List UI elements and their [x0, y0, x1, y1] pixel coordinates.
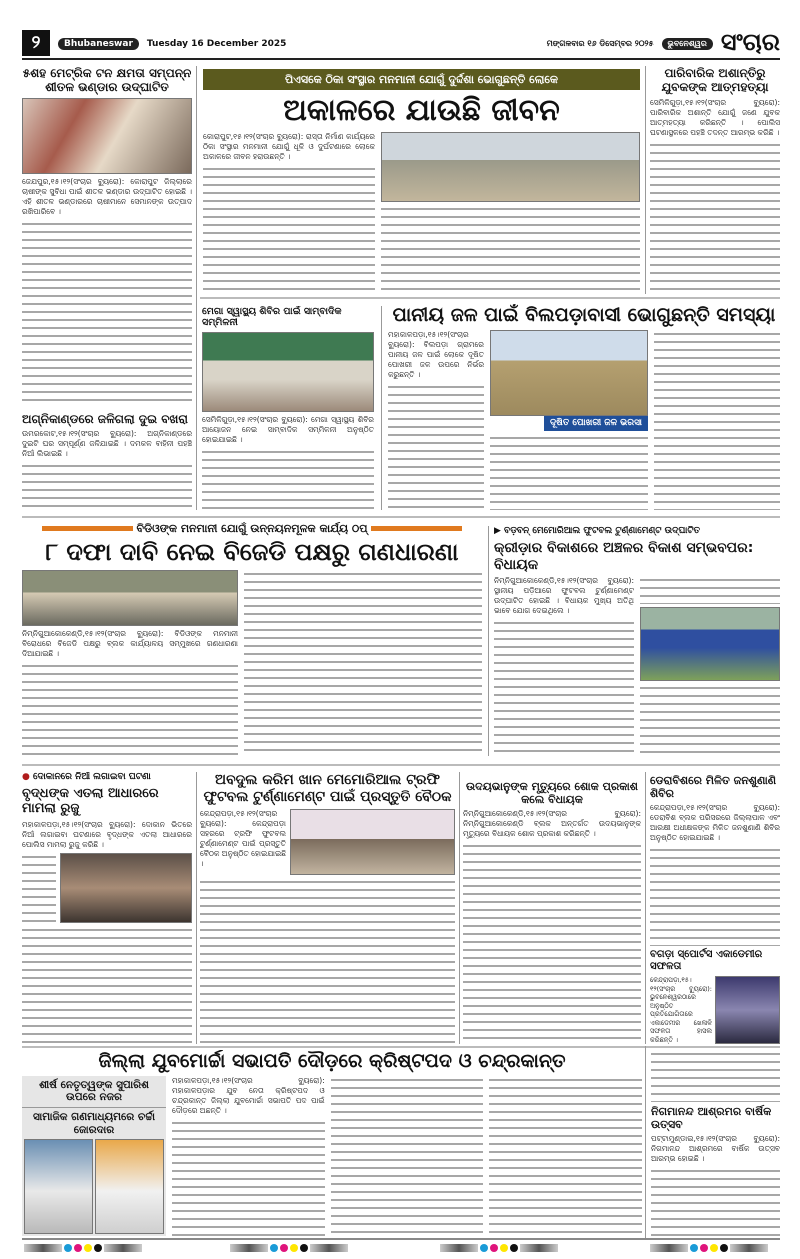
ashram-body: ପଟ୍ଟାମୁଣ୍ଡାଇ,୧୫।୧୨(ସଂଚାର ବ୍ୟୁରୋ): ନିଗମାନନ୍ଦ ଆଶ୍ରମରେ ବାର୍ଷିକ ଉତ୍ସବ ଆରମ୍ଭ ହୋଇଛି । — [651, 1134, 780, 1164]
body-text — [172, 1119, 325, 1236]
shop-fire-story — [22, 772, 192, 1044]
lead-headline: ଅକାଳରେ ଯାଉଛି ଜୀବନ — [283, 93, 560, 128]
sports-kicker: ▶ ବଡ଼ବନ୍ ମେମୋରିଆଲ ଫୁଟବଲ ଟୁର୍ଣ୍ଣାମେଣ୍ଟ ଉଦ୍‌ଘାଟିତ — [494, 526, 701, 536]
lead-body: କୋରାପୁଟ,୧୫।୧୨(ସଂଚାର ବ୍ୟୁରୋ): ରାସ୍ତା ନିର୍ମାଣ କାର୍ଯ୍ୟରେ ଠିକା ସଂସ୍ଥାର ମନମାନୀ ଯୋଗୁଁ ଧୂଳି ଓ ଦୁର୍ଘଟଣାରେ ଲୋକେ ଅକାଳରେ ଜୀବନ ହରାଉଛନ୍ତି । — [203, 132, 375, 161]
bjd-story — [22, 522, 482, 756]
fire-headline: ଅଗ୍ନିକାଣ୍ଡରେ ଜଳିଗଲା ଦୁଇ ବଖରା — [22, 411, 188, 426]
sports-photo — [640, 607, 780, 681]
body-text — [650, 846, 780, 946]
cold-storage-photo — [22, 98, 192, 174]
suicide-headline: ପାରିବାରିକ ଅଶାନ୍ତିରୁ ଯୁବକଙ୍କ ଆତ୍ମହତ୍ୟା — [661, 66, 769, 95]
lead-photo — [381, 132, 640, 202]
yuva-sidebox — [22, 1076, 166, 1236]
trophy-body: କେନ୍ଦ୍ରାପଡ଼ା,୧୫।୧୨(ସଂଚାର ବ୍ୟୁରୋ): କେନ୍ଦ୍ରାପଡ଼ା ସହରରେ ଟ୍ରଫି ଫୁଟବଲ ଟୁର୍ଣ୍ଣାମେଣ୍ଟ ପାଇଁ ପ୍ରସ୍ତୁତି ବୈଠକ ଅନୁଷ୍ଠିତ ହୋଇଯାଇଛି । — [200, 808, 286, 868]
bjd-kicker-bar-left — [42, 526, 133, 531]
hearing-story — [650, 774, 780, 1044]
water-headline: ପାନୀୟ ଜଳ ପାଇଁ ବିଲପଡ଼ାବାସୀ ଭୋଗୁଛନ୍ତି ସମସ୍ୟା — [392, 304, 776, 326]
bullet-icon: ● — [22, 772, 33, 782]
sports-body: ନିମ୍ନିଗୁଆକୋକେଣ୍ଡି,୧୫।୧୨(ସଂଚାର ବ୍ୟୁରୋ): ସ୍ଥାନୀୟ ପଡ଼ିଆରେ ଫୁଟବଲ ଟୁର୍ଣ୍ଣାମେଣ୍ଟ ଉଦ୍‌ଘାଟିତ ହୋଇଛି । ବିଧାୟକ ମୁଖ୍ୟ ଅତିଥି ଭାବେ ଯୋଗ ଦେଇଥିଲେ । — [494, 576, 634, 616]
sports-story — [494, 526, 780, 756]
bjd-body: ନିମ୍ନିଗୁଆକୋକେଣ୍ଡି,୧୫।୧୨(ସଂଚାର ବ୍ୟୁରୋ): ବିଡିଓଙ୍କ ମନମାନୀ ବିରୋଧରେ ବିଜେଡି ପକ୍ଷରୁ ବ୍ଲକ କାର୍ଯ୍ୟାଳୟ ସମ୍ମୁଖରେ ଗଣଧାରଣା ଦିଆଯାଇଛି । — [22, 628, 238, 658]
academy-body: କେନ୍ଦ୍ରାପଡ଼ା,୧୫।୧୨(ସଂଚାର ବ୍ୟୁରୋ): ଭୁବନେଶ୍ୱରଠାରେ ଅନୁଷ୍ଠିତ ପ୍ରତିଯୋଗିତାରେ ଏକାଡେମୀର ଖେଳାଳି ସଫଳତା ହାସଲ କରିଛନ୍ତି । — [650, 976, 712, 1044]
ashram-headline: ନିଗମାନନ୍ଦ ଆଶ୍ରମର ବାର୍ଷିକ ଉତ୍ସବ — [651, 1105, 772, 1132]
color-bar — [650, 1243, 768, 1252]
yuva-story — [22, 1050, 642, 1236]
city-badge: Bhubaneswar — [58, 38, 139, 50]
water-photo-caption: ଦୂଷିତ ପୋଖରୀ ଜଳ ଭରସା — [544, 416, 648, 431]
lead-story — [203, 69, 640, 292]
color-bar — [440, 1243, 558, 1252]
condolence-body: ନିମ୍ନିଗୁଆକୋକେଣ୍ଡି,୧୫।୧୨(ସଂଚାର ବ୍ୟୁରୋ): ନିମ୍ନିଗୁଆକୋକେଣ୍ଡି ବ୍ଲକ ଅନ୍ତର୍ଗତ ଉଦୟଭାନୁଙ୍କ ମୃତ୍ୟୁରେ ବିଧାୟକ ଶୋକ ପ୍ରକାଶ କରିଛନ୍ତି । — [463, 809, 641, 839]
body-text — [22, 462, 192, 510]
body-text — [640, 576, 780, 604]
shop-fire-kicker-text: ଦୋକାନରେ ନିଆଁ ଲଗାଇବା ଘଟଣା — [33, 772, 151, 782]
trophy-headline: ଅବଦୁଲ କରିମ ଖାନ ମେମୋରିଆଲ ଟ୍ରଫି ଫୁଟବଲ ଟୁର୍ଣ୍ଣାମେଣ୍ଟ ପାଇଁ ପ୍ରସ୍ତୁତି ବୈଠକ — [203, 772, 452, 805]
academy-photo — [715, 976, 780, 1044]
yuva-subhead-1: ଶୀର୍ଷ ନେତୃତ୍ୱଙ୍କ ସୁପାରିଶ ଉପରେ ନଜର — [22, 1076, 166, 1108]
body-text — [203, 165, 375, 292]
trophy-photo — [290, 809, 455, 875]
fire-body: ଉମରକୋଟ,୧୫।୧୨(ସଂଚାର ବ୍ୟୁରୋ): ଅଗ୍ନିକାଣ୍ଡରେ ଦୁଇଟି ଘର ସମ୍ପୂର୍ଣ୍ଣ ଜଳିଯାଇଛି । ଦମକଳ ବାହିନୀ ପହଞ୍ଚି ନିଆଁ ଲିଭାଇଛି । — [22, 429, 192, 458]
yuva-body: ମହାକାଳପଡ଼ା,୧୫।୧୨(ସଂଚାର ବ୍ୟୁରୋ): ମହାକାଳପଡ଼ାର ଯୁବ ନେତା କ୍ରିଷ୍ଟପଦ ଓ ଚନ୍ଦ୍ରକାନ୍ତ ଜିଲ୍ଲା ଯୁବମୋର୍ଚ୍ଚା ସଭାପତି ପଦ ପାଇଁ ଦୌଡ଼ରେ ଅଛନ୍ତି । — [172, 1075, 325, 1115]
body-text — [494, 619, 634, 756]
body-text — [640, 684, 780, 756]
shop-fire-headline: ବୃଦ୍ଧଙ୍କ ଏତଲା ଆଧାରରେ ମାମଲା ରୁଜୁ — [22, 785, 159, 817]
logo: ସଂଚାର — [720, 28, 780, 56]
bjd-kicker-bar-right — [371, 526, 462, 531]
body-text — [651, 1167, 780, 1236]
body-text — [22, 662, 238, 756]
body-text — [22, 220, 192, 405]
body-text — [381, 205, 640, 292]
cold-storage-headline: ୫ଶହ ମେଟ୍ରିକ ଟନ କ୍ଷମତା ସମ୍ପନ୍ନ ଶୀତଳ ଭଣ୍ଡାର ଉଦ୍‌ଘାଟିତ — [22, 66, 192, 95]
water-story — [388, 304, 780, 510]
water-photo — [490, 330, 648, 416]
body-text — [489, 1076, 642, 1236]
ashram-story — [651, 1050, 780, 1236]
hearing-body: କେନ୍ଦ୍ରାପଡ଼ା,୧୫।୧୨(ସଂଚାର ବ୍ୟୁରୋ): ଡେରାବିଶ ବ୍ଲକ ପରିସରରେ ଜିଲ୍ଲାପାଳ ଏବଂ ଆରକ୍ଷୀ ଅଧୀକ୍ଷକଙ୍କ ମିଳିତ ଜନଶୁଣାଣି ଶିବିର ଅନୁଷ୍ଠିତ ହୋଇଯାଇଛି । — [650, 803, 780, 843]
candidate-photo-1 — [24, 1139, 93, 1234]
body-text — [22, 926, 192, 1044]
shop-fire-body: ମହାକାଳପଡ଼ା,୧୫।୧୨(ସଂଚାର ବ୍ୟୁରୋ): ଦୋକାନ ଭିତରେ ନିଆଁ ଲଗାଇବା ଘଟଣାରେ ବୃଦ୍ଧଙ୍କ ଏତଲା ଆଧାରରେ ପୋଲିସ ମାମଲା ରୁଜୁ କରିଛି । — [22, 819, 192, 849]
masthead — [22, 30, 780, 60]
health-camp-story — [202, 306, 374, 510]
shop-fire-photo — [60, 853, 192, 923]
sports-headline: କ୍ରୀଡ଼ାର ବିକାଶରେ ଅଞ୍ଚଳର ବିକାଶ ସମ୍ଭବପର: ବିଧାୟକ — [494, 539, 754, 573]
color-bar — [24, 1243, 142, 1252]
lead-kicker: ପିଏସକେ ଠିକା ସଂସ୍ଥାର ମନମାନୀ ଯୋଗୁଁ ଦୁର୍ଦ୍ଦଶା ଭୋଗୁଛନ୍ତି ଲୋକେ — [203, 69, 640, 90]
health-camp-body: ସେମିଳିଗୁଡ଼ା,୧୫।୧୨(ସଂଚାର ବ୍ୟୁରୋ): ମେଗା ସ୍ୱାସ୍ଥ୍ୟ ଶିବିର ଆୟୋଜନ ନେଇ ସାମ୍ବାଦିକ ସମ୍ମିଳନୀ ଅନୁଷ୍ଠିତ ହୋଇଯାଇଛି । — [202, 414, 374, 444]
suicide-story — [650, 66, 780, 292]
page-number: ୨ — [22, 30, 50, 56]
body-text — [654, 330, 780, 510]
left-column-top — [22, 66, 192, 510]
body-text — [490, 434, 648, 510]
shop-fire-kicker — [22, 772, 192, 783]
color-bar — [230, 1243, 348, 1252]
body-text — [244, 570, 482, 756]
yuva-headline: ଜିଲ୍ଲା ଯୁବମୋର୍ଚ୍ଚା ସଭାପତି ଦୌଡ଼ରେ କ୍ରିଷ୍ଟପଦ ଓ ଚନ୍ଦ୍ରକାନ୍ତ — [98, 1050, 566, 1072]
water-body: ମହାକାଳପଡ଼ା,୧୫।୧୨(ସଂଚାର ବ୍ୟୁରୋ): ବିଲପଡ଼ା ଗ୍ରାମରେ ପାନୀୟ ଜଳ ପାଇଁ ଲୋକେ ଦୂଷିତ ପୋଖରୀ ଜଳ ଉପରେ ନିର୍ଭର କରୁଛନ୍ତି । — [388, 329, 484, 379]
date-en: Tuesday 16 December 2025 — [146, 39, 287, 49]
body-text — [650, 141, 780, 292]
bjd-kicker: ବିଡିଓଙ୍କ ମନମାନୀ ଯୋଗୁଁ ଉନ୍ନୟନମୂଳକ କାର୍ଯ୍ୟ ଠପ୍ — [136, 522, 368, 535]
body-text — [651, 1050, 780, 1102]
body-text — [463, 842, 641, 1044]
health-camp-headline: ମେଗା ସ୍ୱାସ୍ଥ୍ୟ ଶିବିର ପାଇଁ ସାମ୍ବାଦିକ ସମ୍ମିଳନୀ — [202, 306, 342, 329]
academy-headline: ବଗଡ଼ା ସ୍ପୋର୍ଟସ ଏକାଡେମୀର ସଫଳତା — [650, 949, 763, 972]
body-text — [200, 878, 455, 1044]
condolence-story — [463, 780, 641, 1044]
health-camp-photo — [202, 332, 374, 412]
body-text — [22, 853, 56, 923]
date-or: ମଙ୍ଗଳବାର ୧୬ ଡିସେମ୍ବର ୨୦୨୫ — [546, 39, 654, 48]
suicide-body: ସେମିଳିଗୁଡ଼ା,୧୫।୧୨(ସଂଚାର ବ୍ୟୁରୋ): ପାରିବାରିକ ଅଶାନ୍ତି ଯୋଗୁଁ ଜଣେ ଯୁବକ ଆତ୍ମହତ୍ୟା କରିଛନ୍ତି । ପୋଲିସ ଘଟଣାସ୍ଥଳରେ ପହଞ୍ଚି ତଦନ୍ତ ଆରମ୍ଭ କରିଛି । — [650, 97, 780, 137]
body-text — [388, 383, 484, 510]
candidate-photo-2 — [95, 1139, 164, 1234]
condolence-headline: ଉଦୟଭାନୁଙ୍କ ମୃତ୍ୟୁରେ ଶୋକ ପ୍ରକାଶ କଲେ ବିଧାୟକ — [466, 780, 638, 807]
city-badge-or: ଭୁବନେଶ୍ୱର — [662, 38, 713, 50]
bjd-headline: ୮ ଦଫା ଦାବି ନେଇ ବିଜେଡି ପକ୍ଷରୁ ଗଣଧାରଣା — [45, 538, 459, 567]
body-text — [202, 448, 374, 510]
hearing-headline: ଡେରାବିଶରେ ମିଳିତ ଜନଶୁଣାଣି ଶିବିର — [650, 774, 777, 801]
cold-storage-body: ଜେଯପୁର,୧୫।୧୨(ସଂଚାର ବ୍ୟୁରୋ): କୋରାପୁଟ ଜିଲ୍ଲାରେ ଚାଷୀଙ୍କ ସୁବିଧା ପାଇଁ ଶୀତଳ ଭଣ୍ଡାର ଉଦ୍‌ଘାଟିତ ହୋଇଛି । ଏହି ଶୀତଳ ଭଣ୍ଡାରରେ ଚାଷୀମାନେ ସେମାନଙ୍କ ଉତ୍ପାଦ ରଖିପାରିବେ । — [22, 176, 192, 216]
trophy-story — [200, 772, 455, 1044]
body-text — [331, 1076, 484, 1236]
bjd-photo — [22, 570, 238, 626]
yuva-subhead-2: ସାମାଜିକ ଗଣମାଧ୍ୟମରେ ଚର୍ଚ୍ଚା ଜୋରଦାର — [33, 1110, 155, 1136]
